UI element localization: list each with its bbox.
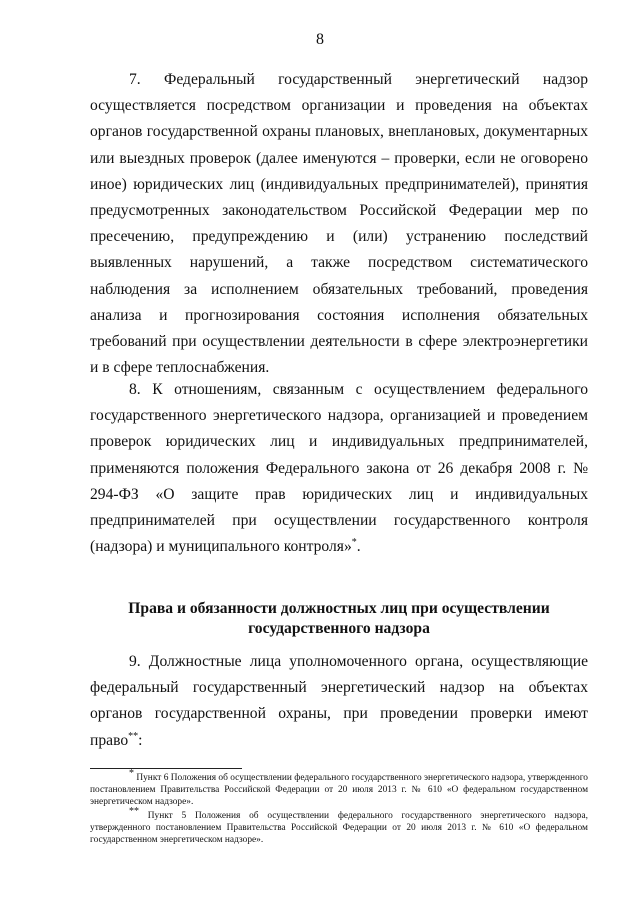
page-number: 8 <box>316 31 324 48</box>
footnote-2-text: Пункт 5 Положения об осуществлении федерального государственного энергетического надзора, утвержденного постановлением Правительства Российской Федерации от 20 июля 2013 г. № 610 «О федеральном государственном энергетическом надзоре». <box>90 811 588 845</box>
paragraph-8-text: 8. К отношениям, связанным с осуществлением федерального государственного энергетического надзора, организацией и проведением проверок юридических лиц и индивидуальных предпринимателей, применяются положения Федерального закона от 26 декабря 2008 г. № 294-ФЗ «О защите прав юридических лиц и индивидуальных предпринимателей при осуществлении государственного контроля (надзора) и муниципального контроля» <box>90 381 588 556</box>
footnote-1-text: Пункт 6 Положения об осуществлении федерального государственного энергетического надзора, утвержденного постановлением Правительства Российской Федерации от 20 июля 2013 г. № 610 «О федеральном государственном энергетическом надзоре». <box>90 773 588 807</box>
paragraph-9 <box>90 649 588 754</box>
footnote-ref-1: * <box>351 537 357 549</box>
footnote-divider <box>90 768 242 769</box>
section-heading <box>90 599 588 639</box>
footnote-2-mark: ** <box>129 805 139 817</box>
paragraph-9-text: 9. Должностные лица уполномоченного органа, осуществляющие федеральный государственный энергетический надзор на объектах органов государственной охраны, при проведении проверки имеют право <box>90 653 588 749</box>
paragraph-7: 7. Федеральный государственный энергетический надзор осуществляется посредством организации и проведения на объектах органов государственной охраны плановых, внеплановых, документарных или выездных проверок (далее именуются – проверки, если не оговорено иное) юридических лиц (индивидуальных предпринимателей), принятия предусмотренных законодательством Российской Федерации мер по пресечению, предупреждению и (или) устранению последствий выявленных нарушений, а также посредством систематического наблюдения за исполнением обязательных требований, проведения анализа и прогнозирования состояния исполнения обязательных требований при осуществлении деятельности в сфере электроэнергетики и в сфере теплоснабжения. <box>90 71 588 377</box>
footnote-1 <box>90 767 588 808</box>
section-heading-line-2: государственного надзора <box>248 620 430 637</box>
paragraph-8-end: . <box>356 538 361 556</box>
paragraph-8 <box>90 377 588 560</box>
footnote-2 <box>90 805 588 846</box>
footnote-1-mark: * <box>129 767 134 779</box>
paragraph-9-end: : <box>138 731 143 749</box>
section-heading-line-1: Права и обязанности должностных лиц при осуществлении <box>128 600 550 617</box>
footnote-ref-2: ** <box>128 730 139 742</box>
